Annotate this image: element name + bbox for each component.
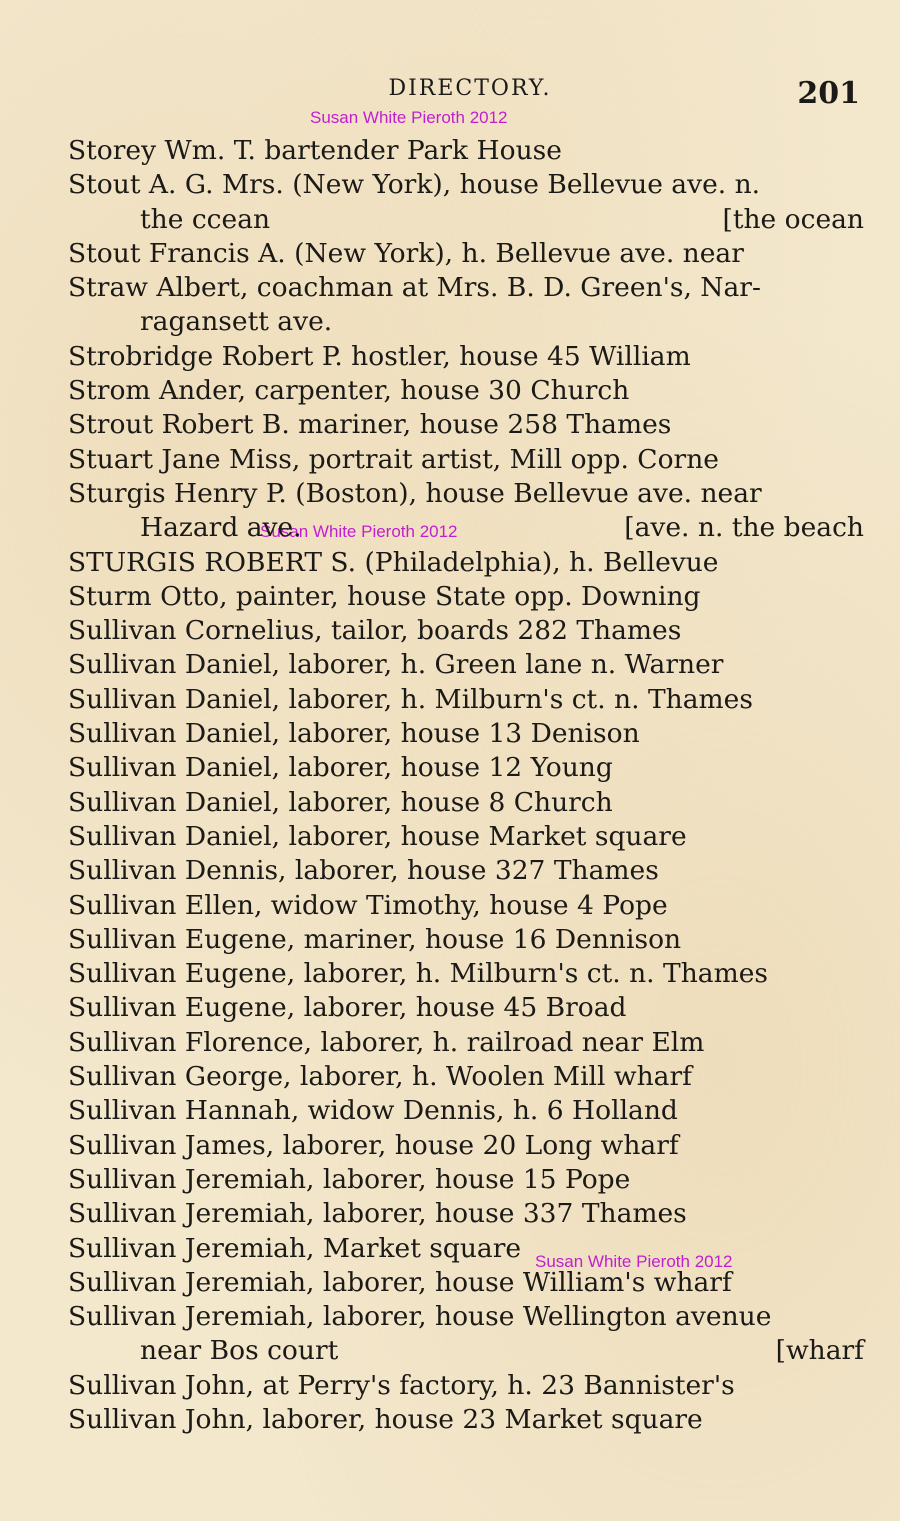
entry-text: Sullivan Daniel, laborer, h. Green lane n. Warner (68, 649, 724, 681)
directory-entry (68, 1026, 864, 1060)
continuation-overflow: [ave. n. the beach (624, 512, 864, 544)
entry-text: Sullivan Ellen, widow Timothy, house 4 Pope (68, 889, 668, 921)
directory-entry (68, 889, 864, 923)
directory-entry (68, 854, 864, 888)
entry-text: Sturm Otto, painter, house State opp. Downing (68, 580, 701, 612)
entry-text: Sullivan Florence, laborer, h. railroad near Elm (68, 1026, 705, 1058)
entry-text: Stout A. G. Mrs. (New York), house Bellevue ave. n. (68, 169, 761, 201)
directory-entry (68, 1232, 864, 1266)
entry-text: Strom Ander, carpenter, house 30 Church (68, 375, 630, 407)
directory-entry (68, 168, 864, 202)
entry-text: Sullivan Eugene, laborer, house 45 Broad (68, 992, 627, 1024)
entry-text: Sullivan Jeremiah, laborer, house 15 Pope (68, 1163, 631, 1195)
entry-text: Sullivan Daniel, laborer, house 13 Denison (68, 718, 640, 750)
directory-entry (68, 1163, 864, 1197)
entry-text: Sturgis Henry P. (Boston), house Bellevue ave. near (68, 477, 762, 509)
entry-text: Sullivan John, at Perry's factory, h. 23 Bannister's (68, 1369, 735, 1401)
directory-entry (68, 271, 864, 305)
directory-entry (68, 648, 864, 682)
directory-entry (68, 1060, 864, 1094)
directory-entry (68, 991, 864, 1025)
continuation-text: the ccean (140, 203, 271, 235)
directory-entry (68, 477, 864, 511)
entry-text: Sullivan John, laborer, house 23 Market square (68, 1403, 703, 1435)
directory-entry (68, 923, 864, 957)
entry-text: Sullivan Jeremiah, laborer, house Wellington avenue (68, 1301, 772, 1333)
running-head-title: DIRECTORY. (388, 76, 552, 101)
directory-entry (68, 1369, 864, 1403)
directory-entry (68, 374, 864, 408)
entry-text: Sullivan Daniel, laborer, h. Milburn's ct. n. Thames (68, 683, 753, 715)
directory-entry (68, 957, 864, 991)
directory-entry (68, 134, 864, 168)
directory-entry (68, 1300, 864, 1334)
entry-text: Straw Albert, coachman at Mrs. B. D. Green's, Nar- (68, 272, 761, 304)
entry-text: Stout Francis A. (New York), h. Bellevue ave. near (68, 237, 744, 269)
directory-entry (68, 1129, 864, 1163)
directory-entry (68, 580, 864, 614)
entry-text: Sullivan Daniel, laborer, house 8 Church (68, 786, 613, 818)
entry-text: Sullivan Eugene, laborer, h. Milburn's ct. n. Thames (68, 958, 768, 990)
directory-entry (68, 340, 864, 374)
directory-entry (68, 683, 864, 717)
entry-text: Sullivan James, laborer, house 20 Long wharf (68, 1129, 679, 1161)
continuation-text: near Bos court (140, 1335, 339, 1367)
directory-entry (68, 408, 864, 442)
directory-entry (68, 1266, 864, 1300)
entry-text: Sullivan Daniel, laborer, house Market square (68, 820, 687, 852)
entry-text: Stuart Jane Miss, portrait artist, Mill opp. Corne (68, 443, 719, 475)
page-number: 201 (797, 76, 860, 111)
watermark: Susan White Pieroth 2012 (535, 1252, 733, 1271)
continuation-overflow: [wharf (775, 1335, 864, 1367)
directory-entry (68, 546, 864, 580)
directory-entry (68, 820, 864, 854)
watermark: Susan White Pieroth 2012 (310, 108, 508, 127)
entry-text: Strobridge Robert P. hostler, house 45 William (68, 340, 691, 372)
entry-text: Storey Wm. T. bartender Park House (68, 135, 562, 166)
entry-text: Strout Robert B. mariner, house 258 Thames (68, 409, 672, 441)
directory-entry (68, 1403, 864, 1437)
directory-entry (68, 1197, 864, 1231)
entry-text: Sullivan Cornelius, tailor, boards 282 Thames (68, 615, 682, 647)
continuation-overflow: [the ocean (722, 203, 864, 235)
entry-text: Sullivan Daniel, laborer, house 12 Young (68, 752, 613, 784)
directory-entries (68, 134, 864, 1437)
entry-continuation (68, 1334, 864, 1368)
entry-text: Sullivan Hannah, widow Dennis, h. 6 Holland (68, 1095, 678, 1127)
watermark: Susan White Pieroth 2012 (260, 522, 458, 541)
directory-entry (68, 717, 864, 751)
entry-text: Sullivan Jeremiah, Market square (68, 1232, 522, 1264)
entry-text: Sullivan Jeremiah, laborer, house 337 Thames (68, 1198, 687, 1230)
directory-entry (68, 443, 864, 477)
entry-text: STURGIS ROBERT S. (Philadelphia), h. Bellevue (68, 546, 719, 578)
directory-entry (68, 614, 864, 648)
entry-continuation (68, 203, 864, 237)
directory-entry (68, 237, 864, 271)
directory-entry (68, 1094, 864, 1128)
entry-text: Sullivan George, laborer, h. Woolen Mill wharf (68, 1061, 692, 1093)
entry-continuation (68, 305, 864, 339)
entry-text: Sullivan Eugene, mariner, house 16 Dennison (68, 923, 682, 955)
entry-continuation (68, 511, 864, 545)
directory-entry (68, 786, 864, 820)
entry-text: Sullivan Jeremiah, laborer, house William's wharf (68, 1266, 732, 1298)
directory-entry (68, 751, 864, 785)
continuation-text: Hazard ave. (140, 512, 302, 544)
entry-text: Sullivan Dennis, laborer, house 327 Thames (68, 855, 659, 887)
continuation-text: ragansett ave. (140, 306, 333, 338)
